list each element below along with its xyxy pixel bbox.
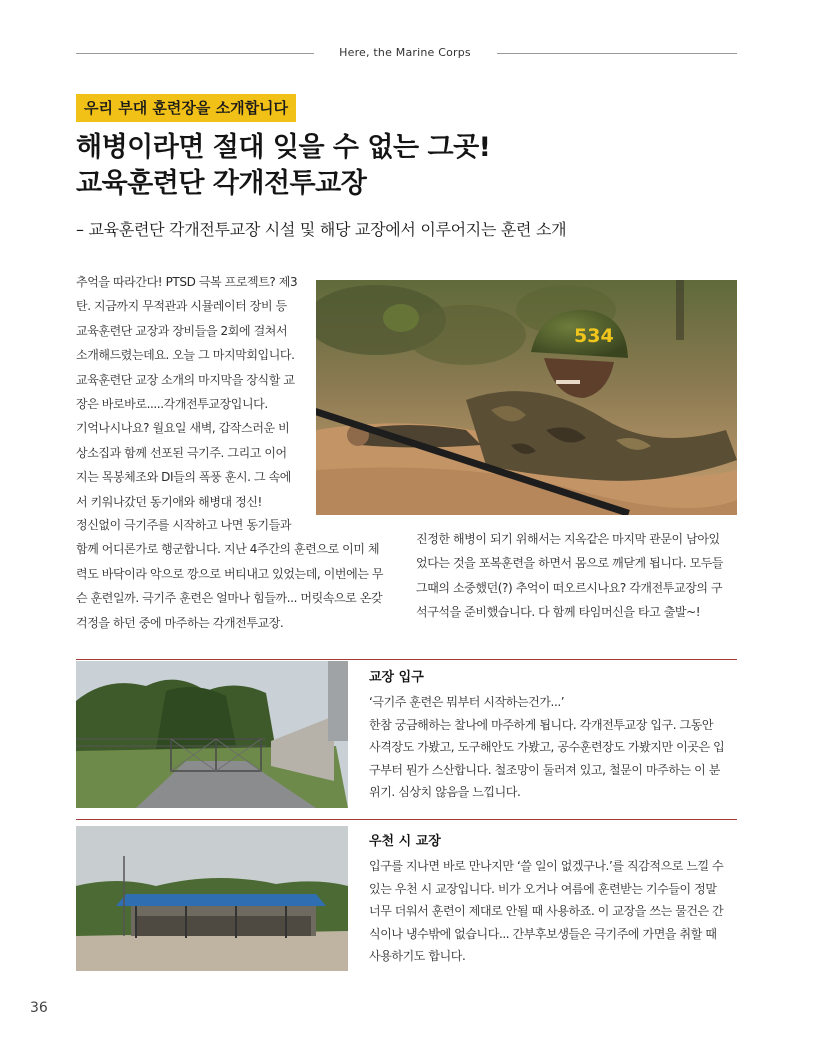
text-line: 기억나시나요? 월요일 새벽, 갑작스러운 비 xyxy=(76,421,290,436)
text-line: 구부터 뭔가 스산합니다. 철조망이 둘러져 있고, 철문이 마주하는 이 분 xyxy=(369,762,720,777)
text-line: 식이나 냉수밖에 없습니다... 간부후보생들은 극기주에 가면을 취할 때 xyxy=(369,926,717,941)
crawling-marine-photo xyxy=(316,280,737,515)
section-heading: 교장 입구 xyxy=(369,670,424,685)
text-line: 상소집과 함께 선포된 극기주. 그리고 이어 xyxy=(76,445,287,460)
text-line: 석구석을 준비했습니다. 다 함께 타임머신을 타고 출발~! xyxy=(416,605,701,620)
text-line: 력도 바닥이라 악으로 깡으로 버티내고 있었는데, 이번에는 무 xyxy=(76,566,384,581)
training-entrance-illustration xyxy=(76,661,348,808)
text-line: ‘극기주 훈련은 뭐부터 시작하는건가...’ xyxy=(369,695,565,709)
title-line: 해병이라면 절대 잊을 수 없는 그곳! xyxy=(76,132,491,163)
article-title xyxy=(76,130,776,202)
text-line: 사용하기도 합니다. xyxy=(369,949,466,964)
section-heading: 우천 시 교장 xyxy=(369,834,441,849)
section-body xyxy=(369,855,739,968)
text-line: 진정한 해병이 되기 위해서는 지옥같은 마지막 관문이 남아있 xyxy=(416,532,720,546)
text-line: 너무 더워서 훈련이 제대로 안될 때 사용하죠. 이 교장을 쓰는 물건은 간 xyxy=(369,904,724,919)
intro-paragraph-right xyxy=(416,527,738,625)
text-line: 입구를 지나면 바로 만나지만 ‘쓸 일이 없겠구나.’를 직감적으로 느낄 수 xyxy=(369,859,724,873)
title-line: 교육훈련단 각개전투교장 xyxy=(76,168,367,199)
crawling-marine-illustration xyxy=(316,280,737,515)
helmet-number: 534 xyxy=(574,325,614,347)
section-divider xyxy=(76,819,737,820)
section-divider xyxy=(76,659,737,660)
text-line: 추억을 따라간다! PTSD 극복 프로젝트? 제3 xyxy=(76,275,298,289)
text-line: 었다는 것을 포복훈련을 하면서 몸으로 깨닫게 됩니다. 모두들 xyxy=(416,556,724,571)
rainy-day-facility-illustration xyxy=(76,826,348,971)
intro-paragraph-left xyxy=(76,270,316,514)
page-number: 36 xyxy=(30,1000,48,1016)
header-rule-right xyxy=(497,53,737,54)
section-rainy-day xyxy=(369,831,739,968)
training-entrance-photo xyxy=(76,661,348,808)
text-line: 슨 훈련일까. 극기주 훈련은 얼마나 힘들까... 머릿속으로 온갖 xyxy=(76,591,383,606)
section-body xyxy=(369,691,739,804)
text-line: 있는 우천 시 교장입니다. 비가 오거나 여름에 훈련받는 기수들이 정말 xyxy=(369,881,717,896)
article-subtitle: – 교육훈련단 각개전투교장 시설 및 해당 교장에서 이루어지는 훈련 소개 xyxy=(76,220,567,239)
text-line: 서 키워나갔던 동기애와 해병대 정신! xyxy=(76,494,262,509)
text-line: 소개해드렸는데요. 오늘 그 마지막회입니다. xyxy=(76,348,295,363)
section-badge: 우리 부대 훈련장을 소개합니다 xyxy=(76,94,296,122)
text-line: 위기. 심상치 않음을 느낍니다. xyxy=(369,785,521,800)
running-header: Here, the Marine Corps xyxy=(339,46,471,59)
text-line: 그때의 소중했던(?) 추억이 떠오르시나요? 각개전투교장의 구 xyxy=(416,580,723,595)
text-line: 사격장도 가봤고, 도구해안도 가봤고, 공수훈련장도 가봤지만 이곳은 입 xyxy=(369,740,725,755)
section-entrance xyxy=(369,667,739,804)
text-line: 정신없이 극기주를 시작하고 나면 동기들과 xyxy=(76,518,292,532)
text-line: 교육훈련단 교장 소개의 마지막을 장식할 교 xyxy=(76,372,295,387)
header-rule-left xyxy=(76,53,314,54)
text-line: 교육훈련단 교장과 장비들을 2회에 걸쳐서 xyxy=(76,323,288,338)
text-line: 탄. 지금까지 무적관과 시뮬레이터 장비 등 xyxy=(76,299,287,314)
text-line: 지는 목봉체조와 DI들의 폭풍 훈시. 그 속에 xyxy=(76,470,291,485)
text-line: 걱정을 하던 중에 마주하는 각개전투교장. xyxy=(76,615,284,630)
text-line: 한참 궁금해하는 찰나에 마주하게 됩니다. 각개전투교장 입구. 그동안 xyxy=(369,717,714,732)
text-line: 장은 바로바로.....각개전투교장입니다. xyxy=(76,397,268,412)
text-line: 함께 어디론가로 행군합니다. 지난 4주간의 훈련으로 이미 체 xyxy=(76,542,380,557)
rainy-day-facility-photo xyxy=(76,826,348,971)
intro-paragraph-left-wide xyxy=(76,513,416,635)
